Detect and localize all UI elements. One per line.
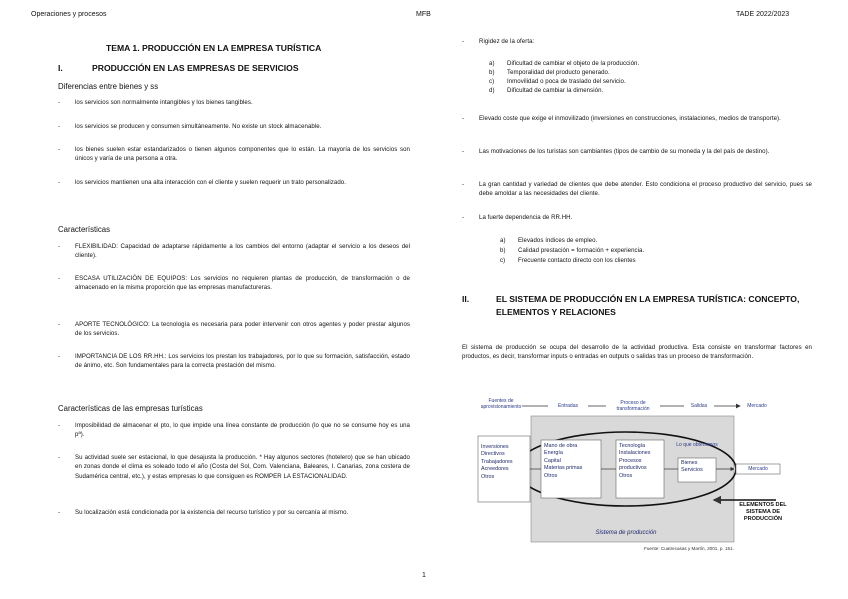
list-item: los servicios son normalmente intangibles y los bienes tangibles.: [75, 99, 253, 106]
list-item: IMPORTANCIA DE LOS RR.HH.: Los servicios los prestan los trabajadores, por lo que su formación, satisfacción, estado de ánimo, etc. Son fundamentales para la correcta prestación del mismo.: [75, 353, 410, 370]
section2-paragraph: El sistema de producción se ocupa del desarrollo de la actividad productiva. Esta consiste en transformar factores en productos, es decir, transformar inputs o entradas en outputs o salidas tras un proceso de transformación.: [462, 344, 812, 361]
inputs-list: Mano de obra Energía Capital Materias primas Otros: [544, 443, 583, 479]
list-item: los bienes suelen estar estandarizados o tienen algunos componentes que lo están. La mayoría de los servicios son únicos y varía de una persona a otra.: [75, 146, 410, 163]
list-item: Imposibilidad de almacenar el pto, lo que impide una línea constante de producción (lo que no se consume hoy es una pª).: [75, 422, 410, 439]
characteristics-list: - FLEXIBILIDAD: Capacidad de adaptarse rápidamente a los cambios del entorno (adaptar el servicio a los deseos del cliente). - ESCASA UTILIZACIÓN DE EQUIPOS: Los servicios no requieren plantas de producción, de transformación o de almacenado en la misma proporción que las empresas manufactureras. - APORTE TECNOLÓGICO: La tecnología es necesaria para poder intervenir con otros agentes y poder prestar algunos de los servicios. - IMPORTANCIA DE LOS RR.HH.: Los servicios los prestan los trabajadores, por lo que su formación, satisfacción, estado de ánimo, etc. Son fundamentales para la correcta prestación del mismo.: [58, 243, 410, 370]
stakeholders-list: Inversiones Directivos Trabajadores Acreedores Otros: [481, 444, 513, 480]
subheading-differences: Diferencias entre bienes y ss: [58, 82, 159, 91]
rigidity-item: Dificultad de cambiar el objeto de la producción.: [507, 60, 640, 67]
header-right: TADE 2022/2023: [736, 11, 790, 18]
tourism-bullets: - Elevado coste que exige el inmovilizado (inversiones en construcciones, instalaciones, medios de transporte). - Las motivaciones de los turistas son cambiantes (tipos de cambio de su moneda y la del país de destino). - La gran cantidad y variedad de clientes que debe atender. Esto condiciona el proceso productivo del servicio, pues se debe amoldar a las necesidades del cliente. - La fuerte dependencia de RR.HH.: [462, 115, 812, 221]
list-item: los servicios se producen y consumen simultáneamente. No existe un stock almacenable.: [75, 123, 322, 130]
elements-callout: ELEMENTOS DEL SISTEMA DE PRODUCCIÓN: [739, 502, 787, 522]
section1-number: I.: [58, 63, 63, 73]
rigidity-block: - Rigidez de la oferta: a) Dificultad de cambiar el objeto de la producción. b) Temporalidad del producto generado. c) Inmovilidad o poca de traslado del servicio. d) Dificultad de cambiar la dimensión.: [462, 37, 812, 107]
rrhh-item: Frecuente contacto directo con los clientes: [518, 257, 636, 264]
list-item: La fuerte dependencia de RR.HH.: [479, 214, 573, 221]
subheading-tourism: Características de las empresas turísticas: [58, 404, 203, 413]
rigidity-letter: c): [489, 78, 495, 85]
label-market-top: Mercado: [742, 403, 772, 409]
rrhh-item: Calidad prestación = formación + experiencia.: [518, 247, 645, 254]
list-item: Su localización está condicionada por la existencia del recurso turístico y por su cercanía al mismo.: [75, 509, 349, 516]
list-item: Su actividad suele ser estacional, lo que desajusta la producción. * Hay algunos sectores (hotelero) que se han ubicado en zonas donde el clima es soleado todo el año (Costa del Sol, Com. Valenciana, Baleares, I. Canarias, zona costera de Sudamérica central, etc.), y estas empresas lo que consiguen es ROMPER LA ESTACIONALIDAD.: [75, 454, 410, 480]
list-item: La gran cantidad y variedad de clientes que debe atender. Esto condiciona el proceso productivo del servicio, pues se debe amoldar a las necesidades del cliente.: [479, 181, 812, 198]
rrhh-item: Elevados índices de empleo.: [518, 237, 598, 244]
section1-title: PRODUCCIÓN EN LAS EMPRESAS DE SERVICIOS: [92, 63, 299, 73]
section2-number: II.: [462, 294, 470, 304]
production-system-diagram: [476, 396, 794, 554]
outputs-list: Bienes Servicios: [681, 460, 703, 474]
rrhh-letter: b): [500, 247, 506, 254]
list-item: los servicios mantienen una alta interacción con el cliente y suelen requerir un trato personalizado.: [75, 179, 346, 186]
header-left: Operaciones y procesos: [31, 11, 107, 18]
process-list: Tecnología Instalaciones Procesos productivos Otros: [619, 443, 651, 479]
diagram-source: Fuente: Cuatrecasas y Martín, 2001, p. 151.: [644, 546, 734, 551]
rigidity-item: Temporalidad del producto generado.: [507, 69, 610, 76]
outputs-heading: Lo que obtenemos: [676, 442, 718, 448]
list-item: APORTE TECNOLÓGICO: La tecnología es necesaria para poder intervenir con otros agentes y poder prestar algunos de los servicios.: [75, 321, 410, 338]
rrhh-letter: c): [500, 257, 506, 264]
page-title: TEMA 1. PRODUCCIÓN EN LA EMPRESA TURÍSTICA: [106, 43, 322, 53]
rigidity-title: Rigidez de la oferta:: [479, 38, 535, 45]
list-item: Las motivaciones de los turistas son cambiantes (tipos de cambio de su moneda y la del país de destino).: [479, 148, 770, 155]
label-process: Proceso de transformación: [606, 400, 660, 412]
list-item: Elevado coste que exige el inmovilizado (inversiones en construcciones, instalaciones, medios de transporte).: [479, 115, 781, 122]
page-number: 1: [422, 572, 426, 579]
label-outputs: Salidas: [684, 403, 714, 409]
label-sources: Fuentes de aprovisionamiento: [480, 398, 522, 410]
list-item: FLEXIBILIDAD: Capacidad de adaptarse rápidamente a los cambios del entorno (adaptar el servicio a los deseos del cliente).: [75, 243, 410, 260]
tourism-list: - Imposibilidad de almacenar el pto, lo que impide una línea constante de producción (lo que no se consume hoy es una pª). - Su actividad suele ser estacional, lo que desajusta la producción. * Hay algunos sectores (hotelero) que se han ubicado en zonas donde el clima es soleado todo el año (Costa del Sol, Com. Valenciana, Baleares, I. Canarias, zona costera de Sudamérica central, etc.), y estas empresas lo que consiguen es ROMPER LA ESTACIONALIDAD. - Su localización está condicionada por la existencia del recurso turístico y por su cercanía al mismo.: [58, 422, 410, 516]
section2-title-line1: EL SISTEMA DE PRODUCCIÓN EN LA EMPRESA TURÍSTICA: CONCEPTO,: [496, 294, 800, 304]
label-inputs: Entradas: [548, 403, 588, 409]
subheading-characteristics: Características: [58, 225, 110, 234]
rigidity-letter: d): [489, 87, 495, 94]
rigidity-letter: b): [489, 69, 495, 76]
section2-title-line2: ELEMENTOS Y RELACIONES: [496, 307, 616, 317]
differences-list: - los servicios son normalmente intangibles y los bienes tangibles. - los servicios se producen y consumen simultáneamente. No existe un stock almacenable. - los bienes suelen estar estandarizados o tienen algunos componentes que lo están. La mayoría de los servicios son únicos y varía de una persona a otra. - los servicios mantienen una alta interacción con el cliente y suelen requerir un trato personalizado.: [58, 99, 410, 186]
list-item: ESCASA UTILIZACIÓN DE EQUIPOS: Los servicios no requieren plantas de producción, de transformación o de almacenado en la misma proporción que las empresas manufactureras.: [75, 275, 410, 292]
rrhh-list: [462, 236, 812, 268]
market-box-label: Mercado: [748, 466, 768, 472]
rigidity-item: Dificultad de cambiar la dimensión.: [507, 87, 604, 94]
header-center: MFB: [416, 11, 431, 18]
rrhh-letter: a): [500, 237, 506, 244]
rigidity-letter: a): [489, 60, 495, 67]
system-label: Sistema de producción: [595, 530, 657, 536]
rigidity-item: Inmovilidad o poca de traslado del servicio.: [507, 78, 626, 85]
